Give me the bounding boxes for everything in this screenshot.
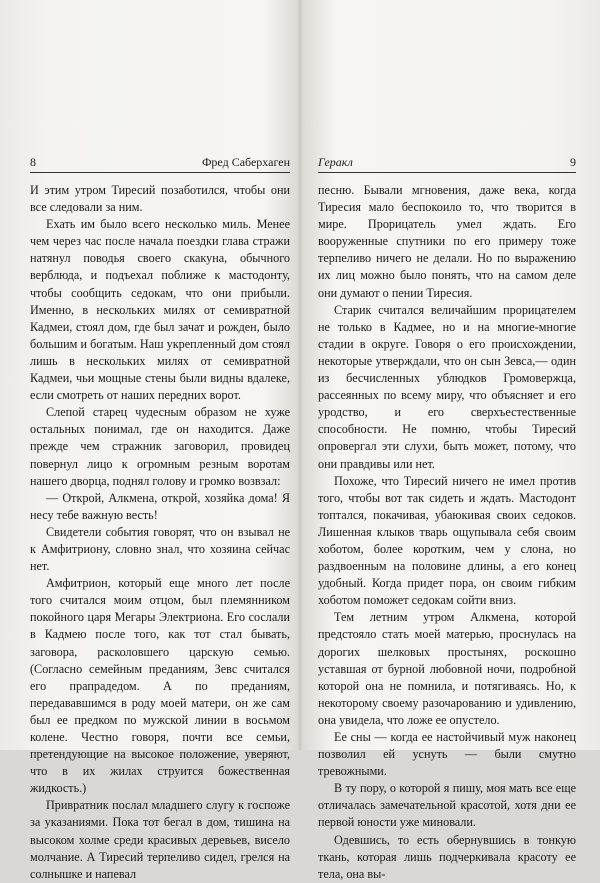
right-page-body [318, 182, 576, 883]
left-page-header [30, 155, 290, 170]
paragraph: — Открой, Алкмена, открой, хозяйка дома! Я несу тебе важную весть! [30, 490, 290, 522]
paragraph: Похоже, что Тиресий ничего не имел против того, чтобы вот так сидеть и ждать. Мастодонт топтался, покачивая, убаюкивая своих седоков. Лишенная клыков тварь ощупывала себя своим хоботом, более коротким, чем у слона, но раздвоенным на половине длины, а его конец удобный. Когда придет пора, он своим гибким хоботом поможет седокам сойти вниз. [318, 473, 576, 608]
left-header-rule [30, 172, 290, 173]
paragraph: Старик считался величайшим прорицателем не только в Кадмее, но и на многие-многие стадии в округе. Говоря о его происхождении, некоторые утверждали, что он сын Зевса,— один из бесчисленных ублюдков Громовержца, рассеянных по всему миру, что объясняет и его уродство, и его сверхъестественные способности. Не помню, чтобы Тиресий опровергал эти слухи, быть может, потому, что они правдивы или нет. [318, 302, 576, 471]
paragraph: Привратник послал младшего слугу к госпоже за указаниями. Пока тот бегал в дом, тишина на высоком холме среди красивых деревьев, висело молчание. А Тиресий терпеливо сидел, грелся на солнышке и напевал [30, 798, 290, 881]
paragraph: Ехать им было всего несколько миль. Менее чем через час после начала поездки глава стражи натянул поводья своего скакуна, обычного верблюда, и подъехал поближе к мастодонту, чтобы сообщить седокам, что они прибыли. Именно, в нескольких милях от семивратной Кадмеи, стоял дом, где был зачат и рожден, было большим и богатым. Наш укрепленный дом стоял лишь в нескольких милях от семивратной Кадмеи, чьи мощные стены были видны вдалеке, если смотреть от наших передних ворот. [30, 217, 290, 403]
left-page-number: 8 [30, 155, 36, 169]
paragraph: Амфитрион, который еще много лет после того считался моим отцом, был племянником покойного царя Мегары Электриона. Его сослали в Кадмею после того, как тот стал бывать, заговора, расколовшего царскую семью. (Согласно семейным преданиям, Зевс считался его прапрадедом. А по преданиям, передававшимся в роду моей матери, он же сам был ее предком по мужской линии в восьмом колене. Честно говоря, почти все семьи, претендующие на высокое положение, уверяют, что в их жилах струится божественная жидкость.) [30, 576, 290, 796]
paragraph: песню. Бывали мгновения, даже века, когда Тиресия мало беспокоило то, что творится в мире. Прорицатель умел ждать. Его вооруженные спутники по его примеру тоже терпеливо ничего не делали. Но по выражению их лиц можно было понять, что на самом деле они думают о пении Тиресия. [318, 183, 576, 300]
right-page-header [318, 155, 576, 170]
paragraph: Тем летним утром Алкмена, которой предстояло стать моей матерью, проснулась на дорогих шелковых простынях, роскошно уставшая от бурной любовной ночи, подробной которой она не помнила, и потягиваясь. Но, к некоторому своему разочарованию и удивлению, она увидела, что ложе ее опустело. [318, 610, 576, 727]
right-header-rule [318, 172, 576, 173]
right-running-head: Геракл [318, 155, 353, 169]
paragraph: Ее сны — когда ее настойчивый муж наконец позволил ей уснуть — были смутно тревожными. [318, 730, 576, 779]
paragraph: В ту пору, о которой я пишу, моя мать все еще отличалась замечательной красотой, хотя дни ее первой юности уже миновали. [318, 781, 576, 830]
left-page-body [30, 182, 290, 883]
paragraph: И этим утром Тиресий позаботился, чтобы они все следовали за ним. [30, 183, 290, 215]
right-page-number: 9 [570, 155, 576, 169]
right-page [300, 0, 600, 881]
paragraph: Слепой старец чудесным образом не хуже остальных понимал, где он находится. Даже прежде чем стражник заговорил, провидец повернул лицо к огромным резным воротам нашего дворца, поднял голову и громко возвзал: [30, 405, 290, 488]
left-running-head: Фред Саберхаген [201, 155, 290, 169]
paragraph: Одевшись, то есть обернувшись в тонкую ткань, которая лишь подчеркивала красоту ее тела, она вы- [318, 832, 576, 881]
left-page [0, 0, 300, 881]
paragraph: Свидетели события говорят, что он взывал не к Амфитриону, словно знал, что хозяина сейчас нет. [30, 524, 290, 574]
